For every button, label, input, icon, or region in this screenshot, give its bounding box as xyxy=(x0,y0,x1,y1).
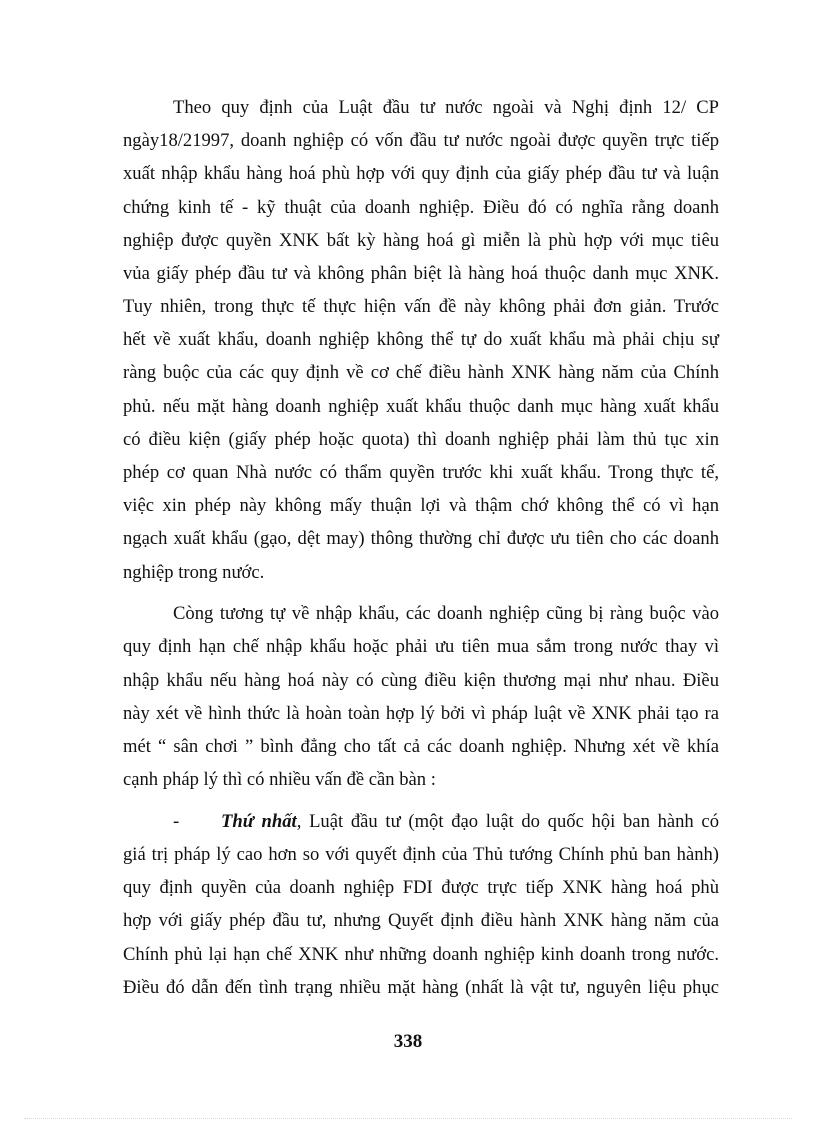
paragraph-2-line: cạnh pháp lý thì có nhiều vấn đề cần bàn : xyxy=(123,769,436,790)
paragraph-1-line: có điều kiện (giấy phép hoặc quota) thì doanh nghiệp phải làm thủ tục xin xyxy=(123,429,719,450)
paragraph-2-line: này xét về hình thức là hoàn toàn hợp lý bởi vì pháp luật về XNK phải tạo ra xyxy=(123,703,719,724)
paragraph-1-line: chứng kinh tế - kỹ thuật của doanh nghiệp. Điều đó có nghĩa rằng doanh xyxy=(123,197,719,218)
bullet-line: hợp với giấy phép đầu tư, nhưng Quyết định điều hành XNK hàng năm của xyxy=(123,910,719,931)
bullet-dash: - xyxy=(173,811,180,832)
paragraph-1-line: việc xin phép này không mấy thuận lợi và thậm chớ không thể có vì hạn xyxy=(123,495,719,516)
paragraph-1-line: phép cơ quan Nhà nước có thẩm quyền trước khi xuất khẩu. Trong thực tế, xyxy=(123,462,719,483)
paragraph-1-line: vủa giấy phép đầu tư và không phân biệt là hàng hoá thuộc danh mục XNK. xyxy=(123,263,719,284)
paragraph-2-line: quy định hạn chế nhập khẩu hoặc phải ưu tiên mua sắm trong nước thay vì xyxy=(123,636,719,657)
bullet-line: giá trị pháp lý cao hơn so với quyết định của Thủ tướng Chính phủ ban hành) xyxy=(123,844,719,865)
bullet-heading: Thứ nhất xyxy=(221,811,297,832)
paragraph-1-line: hết về xuất khẩu, doanh nghiệp không thể tự do xuất khẩu mà phải chịu sự xyxy=(123,329,719,350)
bullet-line: Điều đó dẫn đến tình trạng nhiều mặt hàng (nhất là vật tư, nguyên liệu phục xyxy=(123,977,719,998)
bullet-line: Chính phủ lại hạn chế XNK như những doanh nghiệp kinh doanh trong nước. xyxy=(123,944,719,965)
page-number: 338 xyxy=(393,1031,423,1052)
paragraph-1-line: nghiệp trong nước. xyxy=(123,562,265,583)
paragraph-1-line: Theo quy định của Luật đầu tư nước ngoài và Nghị định 12/ CP xyxy=(173,97,719,118)
paragraph-1-line: xuất nhập khẩu hàng hoá phù hợp với quy định của giấy phép đầu tư và luận xyxy=(123,163,719,184)
paragraph-1-line: nghiệp được quyền XNK bất kỳ hàng hoá gì miễn là phù hợp với mục tiêu xyxy=(123,230,719,251)
paragraph-1-line: phủ. nếu mặt hàng doanh nghiệp xuất khẩu thuộc danh mục hàng xuất khẩu xyxy=(123,396,719,417)
bullet-line: quy định quyền của doanh nghiệp FDI được trực tiếp XNK hàng hoá phù xyxy=(123,877,719,898)
paragraph-2-line: mét “ sân chơi ” bình đẳng cho tất cả các doanh nghiệp. Nhưng xét về khía xyxy=(123,736,719,757)
paragraph-1-line: Tuy nhiên, trong thực tế thực hiện vấn đề này không phải đơn giản. Trước xyxy=(123,296,719,317)
bullet-first-line-text: , Luật đầu tư (một đạo luật do quốc hội ban hành có xyxy=(296,811,719,832)
paragraph-1-line: ngạch xuất khẩu (gạo, dệt may) thông thường chỉ được ưu tiên cho các doanh xyxy=(123,528,719,549)
paragraph-2-line: nhập khẩu nếu hàng hoá này có cùng điều kiện thương mại như nhau. Điều xyxy=(123,670,719,691)
page-bottom-rule xyxy=(24,1118,792,1119)
paragraph-1-line: ràng buộc của các quy định về cơ chế điều hành XNK hàng năm của Chính xyxy=(123,362,719,383)
paragraph-1-line: ngày18/21997, doanh nghiệp có vốn đầu tư nước ngoài được quyền trực tiếp xyxy=(123,130,719,151)
bullet-first-line xyxy=(221,811,719,833)
paragraph-2-line: Còng tương tự về nhập khẩu, các doanh nghiệp cũng bị ràng buộc vào xyxy=(173,603,719,624)
